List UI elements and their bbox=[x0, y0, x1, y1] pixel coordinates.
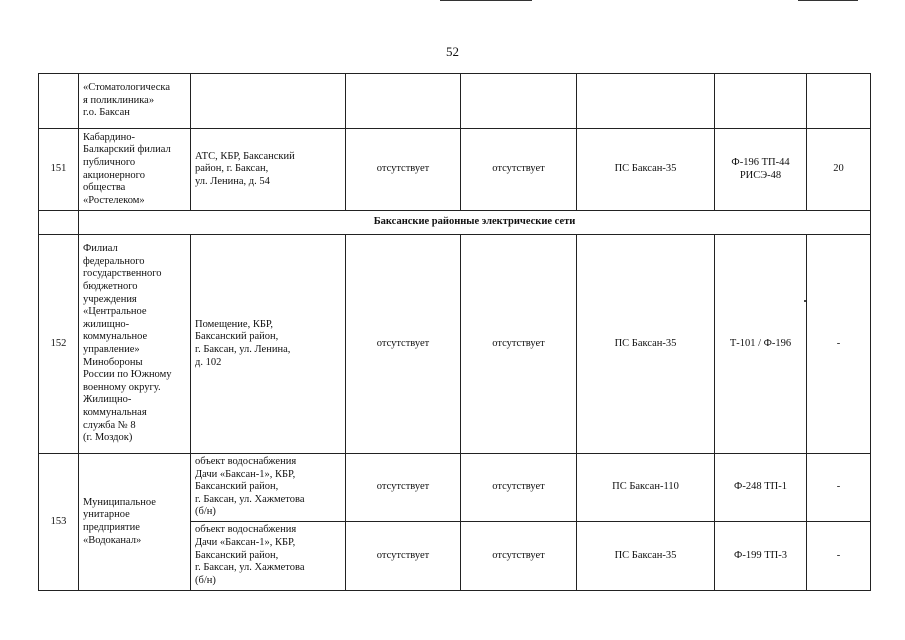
value-cell: - bbox=[807, 235, 871, 454]
organization-cell: «Стоматологическа я поликлиника» г.о. Баксан bbox=[79, 74, 191, 129]
organization-cell: Кабардино- Балкарский филиал публичного акционерного общества «Ростелеком» bbox=[79, 129, 191, 211]
feeder-cell: Ф-248 ТП-1 bbox=[715, 454, 807, 522]
row-number bbox=[39, 74, 79, 129]
value-cell: - bbox=[807, 454, 871, 522]
col5-cell: отсутствует bbox=[461, 235, 577, 454]
substation-cell: ПС Баксан-35 bbox=[577, 235, 715, 454]
section-number-cell bbox=[39, 211, 79, 235]
table-row-153a bbox=[39, 454, 871, 522]
feeder-cell: Ф-196 ТП-44 РИСЭ-48 bbox=[715, 129, 807, 211]
organization-cell: Муниципальное унитарное предприятие «Водоканал» bbox=[79, 454, 191, 591]
top-rule-left bbox=[440, 0, 532, 1]
col5-cell: отсутствует bbox=[461, 129, 577, 211]
col4-cell: отсутствует bbox=[346, 129, 461, 211]
section-title: Баксанские районные электрические сети bbox=[79, 211, 871, 235]
empty-cell bbox=[577, 74, 715, 129]
row-number: 153 bbox=[39, 454, 79, 591]
data-table bbox=[38, 73, 871, 591]
row-number: 152 bbox=[39, 235, 79, 454]
empty-cell bbox=[346, 74, 461, 129]
empty-cell bbox=[715, 74, 807, 129]
substation-cell: ПС Баксан-35 bbox=[577, 521, 715, 590]
col4-cell: отсутствует bbox=[346, 235, 461, 454]
address-cell bbox=[191, 74, 346, 129]
top-rule-right bbox=[798, 0, 858, 1]
col5-cell: отсутствует bbox=[461, 454, 577, 522]
address-cell: объект водоснабжения Дачи «Баксан-1», КБР, Баксанский район, г. Баксан, ул. Хажметова (б/н) bbox=[191, 521, 346, 590]
value-cell: - bbox=[807, 521, 871, 590]
scan-speck bbox=[804, 300, 806, 302]
col4-cell: отсутствует bbox=[346, 454, 461, 522]
address-cell: АТС, КБР, Баксанский район, г. Баксан, ул. Ленина, д. 54 bbox=[191, 129, 346, 211]
feeder-cell: Ф-199 ТП-3 bbox=[715, 521, 807, 590]
substation-cell: ПС Баксан-35 bbox=[577, 129, 715, 211]
col5-cell: отсутствует bbox=[461, 521, 577, 590]
value-cell: 20 bbox=[807, 129, 871, 211]
table-row-152 bbox=[39, 235, 871, 454]
substation-cell: ПС Баксан-110 bbox=[577, 454, 715, 522]
feeder-cell: Т-101 / Ф-196 bbox=[715, 235, 807, 454]
col4-cell: отсутствует bbox=[346, 521, 461, 590]
empty-cell bbox=[807, 74, 871, 129]
empty-cell bbox=[461, 74, 577, 129]
table-row-151 bbox=[39, 129, 871, 211]
address-cell: Помещение, КБР, Баксанский район, г. Баксан, ул. Ленина, д. 102 bbox=[191, 235, 346, 454]
section-row bbox=[39, 211, 871, 235]
organization-cell: Филиал федерального государственного бюджетного учреждения «Центральное жилищно- коммунальное управление» Минобороны России по Южному военному округу. Жилищно- коммунальная служба № 8 (г. Моздок) bbox=[79, 235, 191, 454]
address-cell: объект водоснабжения Дачи «Баксан-1», КБР, Баксанский район, г. Баксан, ул. Хажметова (б/н) bbox=[191, 454, 346, 522]
page-number: 52 bbox=[446, 44, 459, 59]
table-row-continued bbox=[39, 74, 871, 129]
row-number: 151 bbox=[39, 129, 79, 211]
